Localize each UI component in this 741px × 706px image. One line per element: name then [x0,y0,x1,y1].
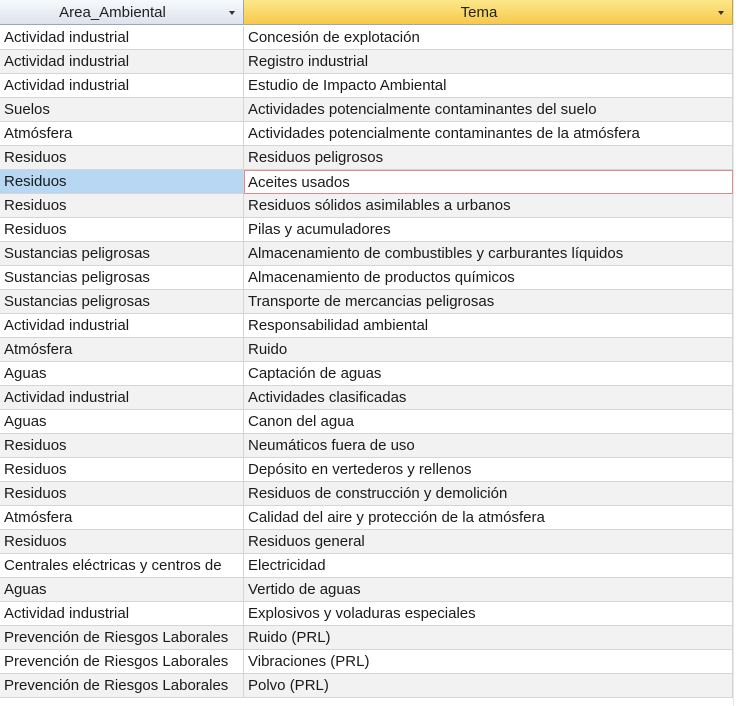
table-row[interactable] [0,146,733,170]
table-row[interactable] [0,74,733,98]
cell-area-ambiental[interactable]: Aguas [0,578,244,602]
cell-tema[interactable]: Residuos sólidos asimilables a urbanos [244,194,733,218]
table-row[interactable] [0,242,733,266]
cell-area-ambiental[interactable]: Residuos [0,194,244,218]
cell-tema[interactable]: Vertido de aguas [244,578,733,602]
cell-tema[interactable]: Explosivos y voladuras especiales [244,602,733,626]
cell-tema[interactable]: Ruido [244,338,733,362]
column-header-tema[interactable] [244,0,733,25]
table-row[interactable] [0,386,733,410]
cell-tema[interactable]: Electricidad [244,554,733,578]
cell-tema[interactable]: Transporte de mercancias peligrosas [244,290,733,314]
table-row[interactable] [0,314,733,338]
cell-tema[interactable]: Registro industrial [244,50,733,74]
table-row[interactable] [0,674,733,698]
table-row[interactable] [0,626,733,650]
table-row[interactable] [0,578,733,602]
cell-area-ambiental[interactable]: Prevención de Riesgos Laborales [0,650,244,674]
cell-area-ambiental[interactable]: Residuos [0,458,244,482]
cell-area-ambiental[interactable]: Atmósfera [0,506,244,530]
cell-area-ambiental[interactable]: Actividad industrial [0,26,244,50]
cell-area-ambiental[interactable]: Centrales eléctricas y centros de [0,554,244,578]
table-row[interactable] [0,506,733,530]
cell-tema[interactable]: Neumáticos fuera de uso [244,434,733,458]
table-row[interactable] [0,482,733,506]
cell-area-ambiental[interactable]: Residuos [0,482,244,506]
cell-area-ambiental[interactable]: Atmósfera [0,338,244,362]
cell-area-ambiental[interactable]: Actividad industrial [0,386,244,410]
table-row[interactable] [0,362,733,386]
table-row[interactable] [0,290,733,314]
cell-area-ambiental[interactable]: Residuos [0,218,244,242]
cell-tema[interactable]: Canon del agua [244,410,733,434]
table-body [0,26,733,698]
column-header-row [0,0,741,26]
cell-tema[interactable]: Vibraciones (PRL) [244,650,733,674]
cell-tema[interactable]: Residuos peligrosos [244,146,733,170]
table-row[interactable] [0,602,733,626]
cell-area-ambiental[interactable]: Sustancias peligrosas [0,242,244,266]
cell-area-ambiental[interactable]: Prevención de Riesgos Laborales [0,674,244,698]
cell-area-ambiental[interactable]: Residuos [0,146,244,170]
cell-area-ambiental[interactable]: Suelos [0,98,244,122]
cell-area-ambiental[interactable]: Aguas [0,362,244,386]
cell-tema[interactable]: Estudio de Impacto Ambiental [244,74,733,98]
column-header-area-ambiental[interactable] [0,0,244,25]
table-row[interactable] [0,338,733,362]
table-row[interactable] [0,458,733,482]
cell-tema[interactable]: Aceites usados [244,170,733,194]
cell-area-ambiental[interactable]: Actividad industrial [0,50,244,74]
chevron-down-icon[interactable] [716,0,728,25]
cell-tema[interactable]: Actividades potencialmente contaminantes de la atmósfera [244,122,733,146]
cell-tema[interactable]: Captación de aguas [244,362,733,386]
cell-tema[interactable]: Ruido (PRL) [244,626,733,650]
table-row[interactable] [0,170,733,194]
table-row[interactable] [0,26,733,50]
table-row[interactable] [0,410,733,434]
cell-tema[interactable]: Concesión de explotación [244,26,733,50]
table-row[interactable] [0,530,733,554]
table-row[interactable] [0,98,733,122]
cell-tema[interactable]: Actividades potencialmente contaminantes del suelo [244,98,733,122]
table-row[interactable] [0,650,733,674]
cell-area-ambiental[interactable]: Prevención de Riesgos Laborales [0,626,244,650]
table-row[interactable] [0,554,733,578]
scrollbar-edge[interactable] [733,0,741,706]
cell-area-ambiental[interactable]: Sustancias peligrosas [0,266,244,290]
table-row[interactable] [0,218,733,242]
cell-area-ambiental[interactable]: Actividad industrial [0,602,244,626]
table-row[interactable] [0,434,733,458]
cell-tema[interactable]: Almacenamiento de productos químicos [244,266,733,290]
cell-area-ambiental[interactable]: Aguas [0,410,244,434]
cell-area-ambiental[interactable]: Actividad industrial [0,74,244,98]
table-row[interactable] [0,122,733,146]
cell-tema[interactable]: Polvo (PRL) [244,674,733,698]
cell-tema[interactable]: Almacenamiento de combustibles y carburantes líquidos [244,242,733,266]
table-row[interactable] [0,194,733,218]
cell-area-ambiental[interactable]: Atmósfera [0,122,244,146]
cell-tema[interactable]: Residuos de construcción y demolición [244,482,733,506]
column-header-label: Tema [460,4,498,21]
table-row[interactable] [0,50,733,74]
cell-area-ambiental[interactable]: Residuos [0,434,244,458]
cell-tema[interactable]: Depósito en vertederos y rellenos [244,458,733,482]
cell-tema[interactable]: Calidad del aire y protección de la atmósfera [244,506,733,530]
table-row[interactable] [0,266,733,290]
cell-tema[interactable]: Actividades clasificadas [244,386,733,410]
cell-area-ambiental[interactable]: Actividad industrial [0,314,244,338]
chevron-down-icon[interactable] [227,0,239,25]
cell-area-ambiental[interactable]: Sustancias peligrosas [0,290,244,314]
column-header-label: Area_Ambiental [59,4,166,21]
cell-tema[interactable]: Pilas y acumuladores [244,218,733,242]
cell-tema[interactable]: Residuos general [244,530,733,554]
cell-area-ambiental[interactable]: Residuos [0,530,244,554]
cell-area-ambiental[interactable]: Residuos [0,170,244,194]
cell-tema[interactable]: Responsabilidad ambiental [244,314,733,338]
